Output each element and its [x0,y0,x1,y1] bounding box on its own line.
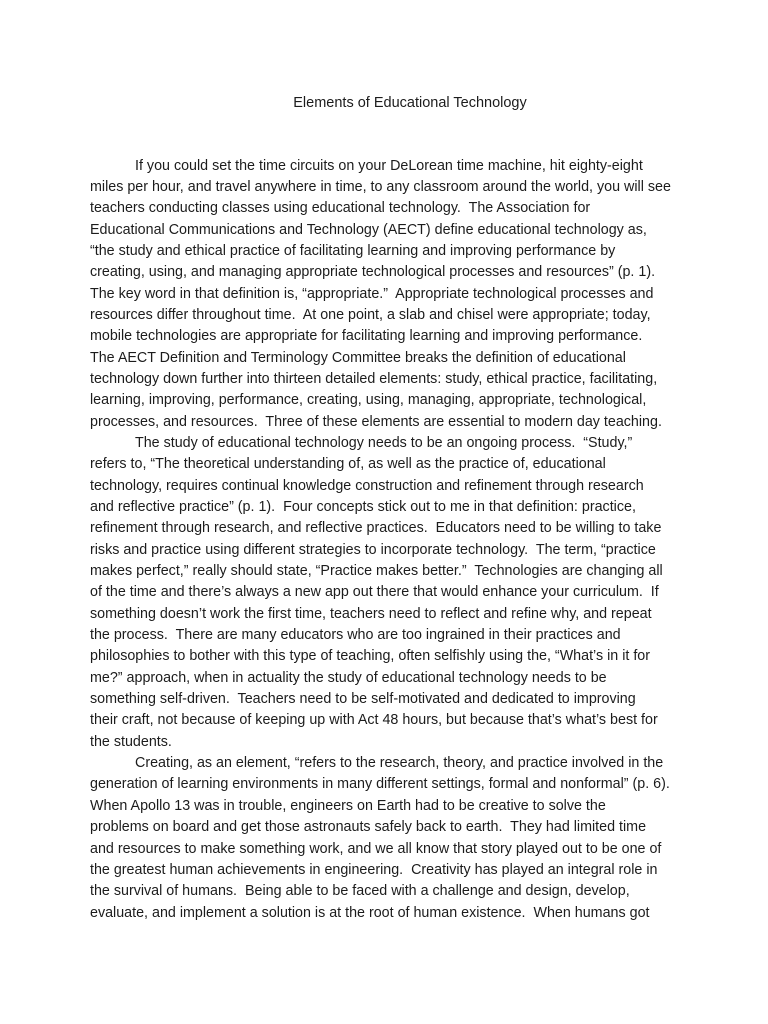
text-line: something self-driven. Teachers need to be self-motivated and dedicated to improving [90,691,636,708]
text-line: risks and practice using different strategies to incorporate technology. The term, “practice [90,541,656,558]
text-line: technology, requires continual knowledge construction and refinement through research [90,477,644,494]
text-line: the process. There are many educators who are too ingrained in their practices and [90,627,621,644]
text-line: me?” approach, when in actuality the study of educational technology needs to be [90,669,607,686]
text-line: the survival of humans. Being able to be faced with a challenge and design, develop, [90,883,630,900]
text-line: the students. [90,733,172,750]
text-line: mobile technologies are appropriate for facilitating learning and improving performance. [90,328,643,345]
text-line: miles per hour, and travel anywhere in time, to any classroom around the world, you will see [90,178,671,195]
text-line: technology down further into thirteen detailed elements: study, ethical practice, facilitating, [90,370,658,387]
text-line: learning, improving, performance, creating, using, managing, appropriate, technological, [90,392,647,409]
text-line: creating, using, and managing appropriate technological processes and resources” (p. 1). [90,264,656,281]
text-line: and reflective practice” (p. 1). Four concepts stick out to me in that definition: practice, [90,499,636,515]
text-line: their craft, not because of keeping up with Act 48 hours, but because that’s what’s best for [90,712,658,729]
text-line: philosophies to bother with this type of teaching, often selfishly using the, “What’s in it for [90,648,651,665]
text-line: evaluate, and implement a solution is at the root of human existence. When humans got [90,904,650,921]
text-line: Educational Communications and Technology (AECT) define educational technology as, [90,221,647,238]
text-line: refers to, “The theoretical understanding of, as well as the practice of, educational [90,456,606,473]
text-line: problems on board and get those astronauts safely back to earth. They had limited time [90,819,647,836]
text-line: of the time and there’s always a new app out there that would enhance your curriculum. If [90,584,659,601]
document-body [90,156,768,924]
text-line: The key word in that definition is, “appropriate.” Appropriate technological processes and [90,285,654,302]
text-line: makes perfect,” really should state, “Practice makes better.” Technologies are changing all [90,563,663,580]
text-line: processes, and resources. Three of these elements are essential to modern day teaching. [90,413,662,430]
paragraph-first-line: The study of educational technology needs to be an ongoing process. “Study,” [135,434,633,451]
document-title: Elements of Educational Technology [293,95,527,111]
text-line: something doesn’t work the first time, teachers need to reflect and refine why, and repeat [90,605,652,622]
text-line: generation of learning environments in many different settings, formal and nonformal” (p. 6). [90,776,670,793]
paragraph-first-line: Creating, as an element, “refers to the research, theory, and practice involved in the [135,755,664,772]
text-line: the greatest human achievements in engineering. Creativity has played an integral role in [90,861,658,878]
text-line: and resources to make something work, and we all know that story played out to be one of [90,840,662,857]
paragraph-first-line: If you could set the time circuits on your DeLorean time machine, hit eighty-eight [135,157,643,174]
text-line: The AECT Definition and Terminology Committee breaks the definition of educational [90,349,626,366]
text-line: teachers conducting classes using educational technology. The Association for [90,200,591,217]
text-line: “the study and ethical practice of facilitating learning and improving performance by [90,242,616,259]
text-line: resources differ throughout time. At one point, a slab and chisel were appropriate; today, [90,306,651,323]
text-line: When Apollo 13 was in trouble, engineers on Earth had to be creative to solve the [90,797,606,814]
text-line: refinement through research, and reflective practices. Educators need to be willing to take [90,520,662,537]
